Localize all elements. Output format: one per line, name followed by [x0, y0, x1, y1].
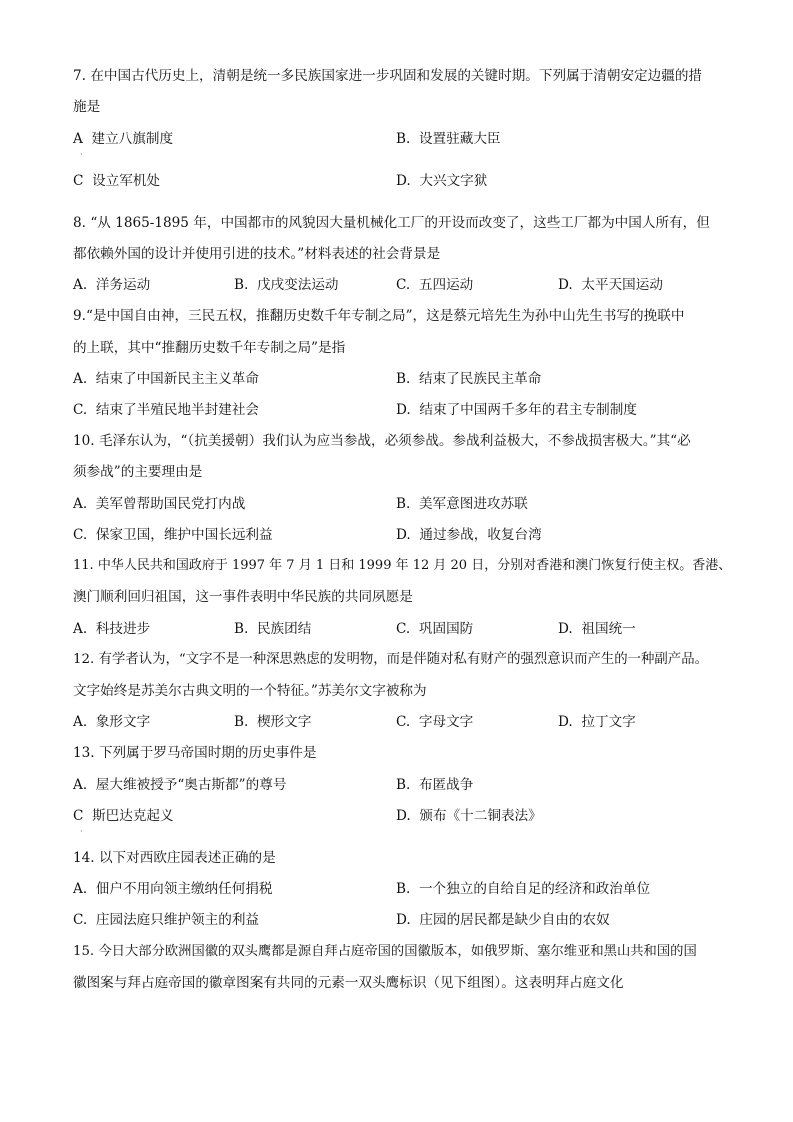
question-7-option-b[interactable]: B. 设置驻藏大臣	[396, 131, 501, 147]
question-10-stem-line-2: 须参战”的主要理由是	[73, 464, 203, 480]
question-12-option-a[interactable]: A. 象形文字	[73, 714, 151, 730]
question-12-option-b[interactable]: B. 楔形文字	[234, 714, 312, 730]
question-8-option-c[interactable]: C. 五四运动	[396, 277, 474, 293]
question-14-option-c[interactable]: C. 庄园法庭只维护领主的利益	[73, 912, 260, 928]
question-13-option-d[interactable]: D. 颁布《十二铜表法》	[396, 808, 542, 824]
question-9-option-b[interactable]: B. 结束了民族民主革命	[396, 371, 542, 387]
question-8-stem-line-2: 都依赖外国的设计并使用引进的技术。”材料表述的社会背景是	[73, 246, 441, 262]
question-9-option-a[interactable]: A. 结束了中国新民主主义革命	[73, 371, 259, 387]
question-10-option-c[interactable]: C. 保家卫国，维护中国长远利益	[73, 527, 273, 543]
question-13-option-c[interactable]: C 斯巴达克起义	[73, 808, 174, 824]
question-10-stem-line-1: 10. 毛泽东认为，“（抗美援朝）我们认为应当参战，必须参战。参战利益极大，不参战损害极大。”其“必	[73, 433, 691, 449]
question-13-option-a[interactable]: A. 屋大维被授予“奥古斯都”的尊号	[73, 777, 287, 793]
question-12-option-c[interactable]: C. 字母文字	[396, 714, 474, 730]
question-7-option-c[interactable]: C 设立军机处	[73, 173, 161, 189]
question-9-stem-line-1: 9.“是中国自由神，三民五权，推翻历史数千年专制之局”，这是蔡元培先生为孙中山先生书写的挽联中	[73, 308, 685, 324]
question-15-stem-line-2: 徽图案与拜占庭帝国的徽章图案有共同的元素一双头鹰标识（见下组图）。这表明拜占庭文化	[73, 975, 624, 991]
question-8-stem-line-1: 8. “从 1865-1895 年，中国都市的风貌因大量机械化工厂的开设而改变了，这些工厂都为中国人所有，但	[73, 215, 710, 231]
question-10-option-a[interactable]: A. 美军曾帮助国民党打内战	[73, 496, 246, 512]
question-7-option-a[interactable]: A 建立八旗制度	[73, 131, 174, 147]
question-9-option-c[interactable]: C. 结束了半殖民地半封建社会	[73, 402, 260, 418]
question-12-stem-line-1: 12. 有学者认为，“文字不是一种深思熟虑的发明物，而是伴随对私有财产的强烈意识而产生的一种副产品。	[73, 652, 708, 667]
question-12-stem-line-2: 文字始终是苏美尔古典文明的一个特征。”苏美尔文字被称为	[73, 683, 427, 699]
question-14-option-b[interactable]: B. 一个独立的自给自足的经济和政治单位	[396, 881, 651, 897]
question-12-option-d[interactable]: D. 拉丁文字	[558, 714, 636, 730]
question-11-option-d[interactable]: D. 祖国统一	[558, 621, 636, 637]
question-14-option-d[interactable]: D. 庄园的居民都是缺少自由的农奴	[396, 912, 610, 928]
question-11-stem-line-1: 11. 中华人民共和国政府于 1997 年 7 月 1 日和 1999 年 12 月 20 日，分别对香港和澳门恢复行使主权。香港、	[73, 558, 732, 573]
question-7-stem-line-1: 7. 在中国古代历史上，清朝是统一多民族国家进一步巩固和发展的关键时期。下列属于清朝安定边疆的措	[73, 68, 703, 84]
question-8-option-d[interactable]: D. 太平天国运动	[558, 277, 663, 293]
question-14-option-a[interactable]: A. 佃户不用向领主缴纳任何捐税	[73, 881, 273, 897]
question-13-option-b[interactable]: B. 布匿战争	[396, 777, 474, 793]
question-8-option-b[interactable]: B. 戊戌变法运动	[234, 277, 339, 293]
question-11-option-b[interactable]: B. 民族团结	[234, 621, 312, 637]
question-9-stem-line-2: 的上联，其中“推翻历史数千年专制之局”是指	[73, 340, 346, 356]
question-11-option-c[interactable]: C. 巩固国防	[396, 621, 474, 637]
stray-mark: ·	[80, 150, 83, 159]
question-7-stem-line-2: 施是	[73, 99, 101, 115]
question-14-stem: 14. 以下对西欧庄园表述正确的是	[73, 850, 276, 866]
question-15-stem-line-1: 15. 今日大部分欧洲国徽的双头鹰都是源自拜占庭帝国的国徽版本，如俄罗斯、塞尔维亚和黑山共和国的国	[73, 944, 697, 959]
question-13-stem: 13. 下列属于罗马帝国时期的历史事件是	[73, 745, 317, 761]
stray-mark: ·	[80, 827, 83, 836]
question-8-option-a[interactable]: A. 洋务运动	[73, 277, 151, 293]
question-9-option-d[interactable]: D. 结束了中国两千多年的君主专制制度	[396, 402, 637, 418]
question-7-option-d[interactable]: D. 大兴文字狱	[396, 173, 488, 189]
question-11-stem-line-2: 澳门顺利回归祖国，这一事件表明中华民族的共同夙愿是	[73, 589, 413, 605]
question-10-option-b[interactable]: B. 美军意图进攻苏联	[396, 496, 528, 512]
question-11-option-a[interactable]: A. 科技进步	[73, 621, 151, 637]
question-10-option-d[interactable]: D. 通过参战，收复台湾	[396, 527, 542, 543]
